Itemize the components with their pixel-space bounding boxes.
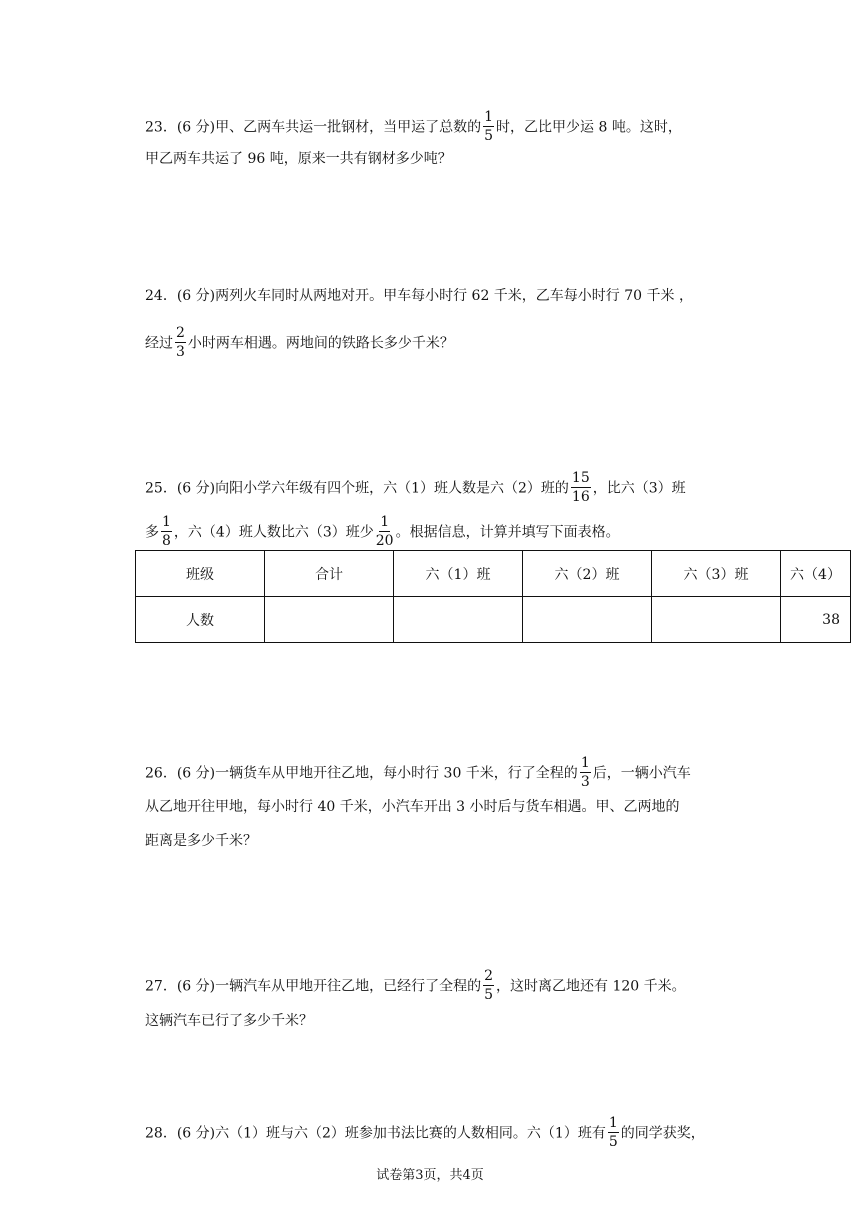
q28-text-b: 的同学获奖， (620, 1125, 705, 1142)
q24-line2 (145, 325, 454, 360)
fraction-denominator: 5 (484, 128, 494, 144)
fraction-numerator: 1 (484, 109, 494, 125)
fraction-denominator: 3 (580, 774, 590, 790)
q26-fraction (580, 756, 591, 789)
q24-text-a: 经过 (145, 335, 173, 352)
table-cell-class1 (394, 597, 523, 643)
q25-fraction-3 (376, 515, 394, 548)
table-row (136, 597, 851, 643)
table-header-cell: 合计 (265, 551, 394, 597)
q26-line3: 距离是多少千米？ (145, 833, 257, 849)
q25-text-b: ，比六（3）班 (592, 480, 686, 497)
q28-line1 (145, 1115, 705, 1150)
table-header-row (136, 551, 851, 597)
q23-text-a: 23．(6 分)甲、乙两车共运一批钢材，当甲运了总数的 (145, 119, 482, 136)
table-cell-class3 (652, 597, 781, 643)
class-size-table (135, 550, 851, 643)
q25-text-e: 。根据信息，计算并填写下面表格。 (395, 524, 620, 541)
table-header-cell: 六（4） (781, 551, 851, 597)
q27-text-b: ，这时离乙地还有 120 千米。 (496, 978, 686, 995)
table-header-cell: 六（1）班 (394, 551, 523, 597)
q23-fraction (483, 110, 494, 143)
fraction-denominator: 16 (571, 489, 590, 505)
q25-text-c: 多 (145, 524, 159, 541)
fraction-denominator: 5 (608, 1134, 618, 1150)
fraction-denominator: 20 (375, 533, 394, 549)
fraction-numerator: 2 (484, 968, 494, 984)
table-cell-total (265, 597, 394, 643)
q27-text-a: 27．(6 分)一辆汽车从甲地开往乙地，已经行了全程的 (145, 978, 482, 995)
q28-text-a: 28．(6 分)六（1）班与六（2）班参加书法比赛的人数相同。六（1）班有 (145, 1125, 606, 1142)
q24-text-b: 小时两车相遇。两地间的铁路长多少千米？ (187, 335, 454, 352)
q25-line2 (145, 514, 620, 549)
q23-line1 (145, 109, 682, 144)
q23-text-b: 时，乙比甲少运 8 吨。这时， (496, 119, 682, 136)
table-cell-class2 (523, 597, 652, 643)
q26-text-a: 26．(6 分)一辆货车从甲地开往乙地，每小时行 30 千米，行了全程的 (145, 765, 578, 782)
fraction-numerator: 1 (380, 514, 390, 530)
q27-fraction (483, 969, 494, 1002)
q26-line1 (145, 755, 691, 790)
fraction-numerator: 15 (571, 470, 590, 486)
q24-line1: 24．(6 分)两列火车同时从两地对开。甲车每小时行 62 千米，乙车每小时行 70 千米 ， (145, 288, 693, 304)
table-row-label: 人数 (136, 597, 265, 643)
page-footer: 试卷第3页，共4页 (376, 1168, 484, 1183)
q24-fraction (175, 326, 186, 359)
fraction-denominator: 5 (484, 987, 494, 1003)
q26-text-b: 后，一辆小汽车 (592, 765, 691, 782)
q23-line2: 甲乙两车共运了 96 吨，原来一共有钢材多少吨？ (145, 151, 452, 167)
table-header-cell: 班级 (136, 551, 265, 597)
q25-fraction-2 (161, 515, 172, 548)
table-header-cell: 六（3）班 (652, 551, 781, 597)
fraction-numerator: 1 (608, 1115, 618, 1131)
q25-text-d: ，六（4）班人数比六（3）班少 (173, 524, 374, 541)
q26-line2: 从乙地开往甲地，每小时行 40 千米，小汽车开出 3 小时后与货车相遇。甲、乙两地的 (145, 799, 680, 815)
q25-text-a: 25．(6 分)向阳小学六年级有四个班，六（1）班人数是六（2）班的 (145, 480, 569, 497)
fraction-denominator: 3 (176, 344, 185, 360)
q27-line1 (145, 968, 686, 1003)
table-header-cell: 六（2）班 (523, 551, 652, 597)
q25-line1 (145, 470, 686, 505)
q27-line2: 这辆汽车已行了多少千米？ (145, 1013, 313, 1029)
fraction-denominator: 8 (162, 533, 171, 549)
q25-fraction-1 (571, 471, 591, 504)
table-cell-class4: 38 (781, 597, 851, 643)
fraction-numerator: 1 (580, 755, 590, 771)
fraction-numerator: 1 (162, 514, 171, 530)
q28-fraction (608, 1116, 619, 1149)
fraction-numerator: 2 (176, 325, 185, 341)
